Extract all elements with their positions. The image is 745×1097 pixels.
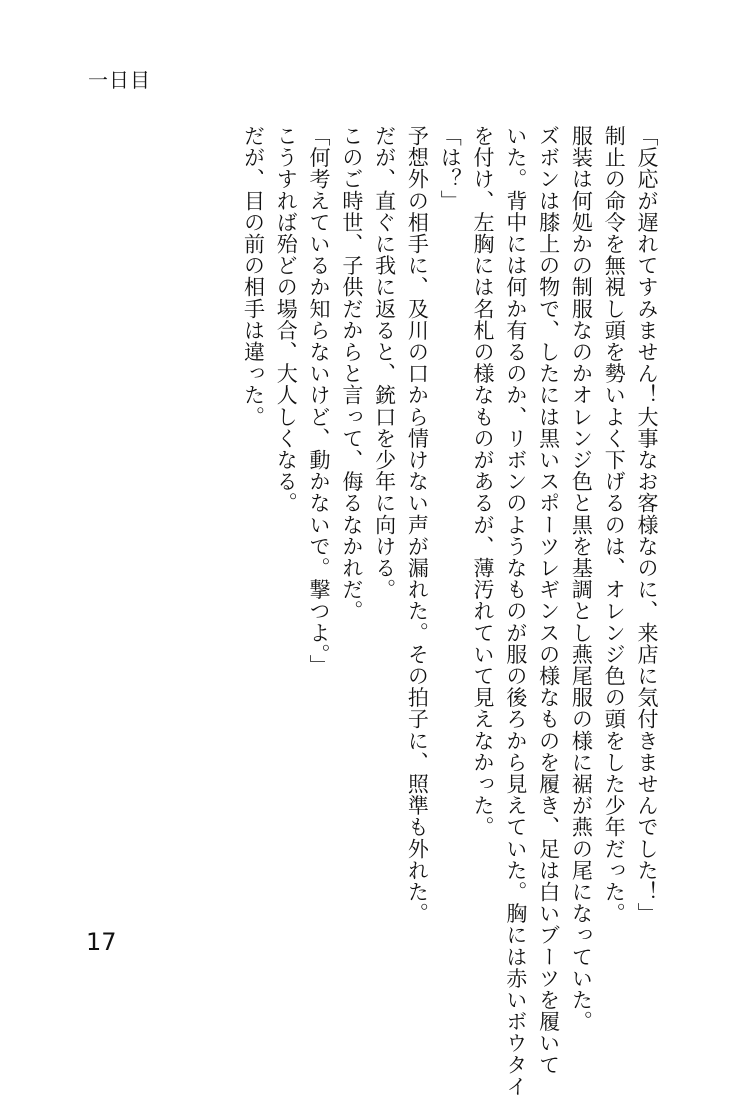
text-line-7: 「は？」	[438, 125, 463, 212]
text-line-4: ズボンは膝上の物で、したには黒いスポーツレギンスの様なものを履き、足は白いブーツを履いて	[536, 125, 561, 1076]
text-line-11: 「何考えているか知らないけど、動かないで。撃つよ。」	[307, 125, 332, 677]
chapter-header: 一日目	[88, 68, 151, 92]
text-line-8: 予想外の相手に、及川の口から情けない声が漏れた。その拍子に、照準も外れた。	[405, 125, 430, 925]
text-line-6: を付け、左胸には名札の様なものがあるが、薄汚れていて見えなかった。	[471, 125, 496, 838]
text-line-13: だが、目の前の相手は違った。	[241, 125, 266, 428]
page-number: 17	[86, 928, 117, 956]
text-line-9: だが、直ぐに我に返ると、銃口を少年に向ける。	[372, 125, 397, 601]
text-line-12: こうすれば殆どの場合、大人しくなる。	[274, 125, 299, 514]
text-line-2: 制止の命令を無視し頭を勢いよく下げるのは、オレンジ色の頭をした少年だった。	[602, 125, 627, 925]
text-line-1: 「反応が遅れてすみません！大事なお客様なのに、来店に気付きませんでした！」	[635, 125, 659, 925]
body-text	[237, 125, 663, 1097]
text-line-10: このご時世、子供だからと言って、侮るなかれだ。	[339, 125, 364, 622]
text-line-5: いた。背中には何か有るのか、リボンのようなものが服の後ろから見えていた。胸には赤いボウタイ	[503, 125, 528, 1097]
text-line-3: 服装は何処かの制服なのかオレンジ色と黒を基調とし燕尾服の様に裾が燕の尾になっていた。	[569, 125, 594, 1033]
